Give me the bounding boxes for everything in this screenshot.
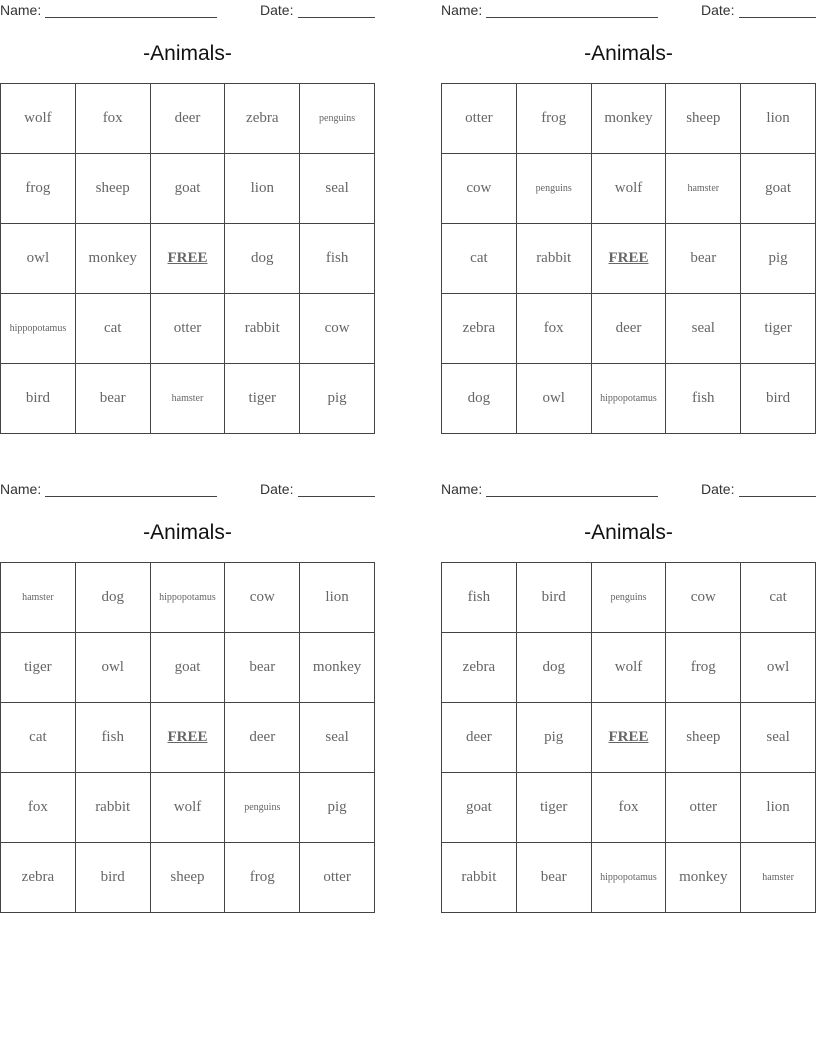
- bingo-row: [442, 154, 816, 224]
- date-label: Date:: [260, 2, 294, 18]
- bingo-row: [442, 294, 816, 364]
- bingo-cell[interactable]: pig: [741, 224, 816, 294]
- bingo-cell[interactable]: penguins: [225, 773, 300, 843]
- bingo-row: [1, 843, 375, 913]
- card-title: -Animals-: [584, 521, 673, 544]
- date-label: Date:: [701, 2, 735, 18]
- bingo-cell[interactable]: wolf: [591, 633, 666, 703]
- bingo-cell[interactable]: frog: [516, 84, 591, 154]
- name-blank-line[interactable]: [486, 496, 658, 497]
- bingo-cell[interactable]: hippopotamus: [591, 843, 666, 913]
- bingo-cell[interactable]: cat: [75, 294, 150, 364]
- bingo-cell[interactable]: frog: [1, 154, 76, 224]
- name-blank-line[interactable]: [45, 496, 217, 497]
- bingo-cell[interactable]: owl: [516, 364, 591, 434]
- card-title: -Animals-: [143, 521, 232, 544]
- bingo-cell[interactable]: rabbit: [442, 843, 517, 913]
- bingo-card-3: [0, 479, 375, 919]
- bingo-cell[interactable]: cow: [225, 563, 300, 633]
- bingo-cell[interactable]: owl: [741, 633, 816, 703]
- bingo-row: [442, 563, 816, 633]
- bingo-row: [1, 294, 375, 364]
- bingo-cell[interactable]: cat: [741, 563, 816, 633]
- bingo-cell[interactable]: frog: [225, 843, 300, 913]
- bingo-cell[interactable]: goat: [150, 633, 225, 703]
- bingo-row: [1, 224, 375, 294]
- bingo-row: [442, 703, 816, 773]
- free-space[interactable]: FREE: [150, 703, 225, 773]
- bingo-cell[interactable]: wolf: [150, 773, 225, 843]
- bingo-cell[interactable]: wolf: [591, 154, 666, 224]
- bingo-cell[interactable]: deer: [442, 703, 517, 773]
- name-blank-line[interactable]: [45, 17, 217, 18]
- bingo-cell[interactable]: zebra: [225, 84, 300, 154]
- bingo-cell[interactable]: owl: [75, 633, 150, 703]
- bingo-cell[interactable]: sheep: [75, 154, 150, 224]
- bingo-cell[interactable]: owl: [1, 224, 76, 294]
- date-blank-line[interactable]: [739, 17, 816, 18]
- bingo-grid: [441, 83, 816, 434]
- bingo-cell[interactable]: seal: [666, 294, 741, 364]
- name-label: Name:: [0, 2, 42, 18]
- bingo-cell[interactable]: cow: [300, 294, 375, 364]
- bingo-cell[interactable]: lion: [741, 84, 816, 154]
- bingo-cell[interactable]: tiger: [225, 364, 300, 434]
- bingo-cell[interactable]: sheep: [666, 703, 741, 773]
- bingo-cell[interactable]: hamster: [741, 843, 816, 913]
- bingo-row: [442, 84, 816, 154]
- name-label: Name:: [0, 481, 42, 497]
- date-blank-line[interactable]: [298, 17, 375, 18]
- bingo-cell[interactable]: monkey: [591, 84, 666, 154]
- bingo-cell[interactable]: bear: [666, 224, 741, 294]
- bingo-cell[interactable]: seal: [300, 703, 375, 773]
- name-date-header: [441, 2, 816, 20]
- bingo-cell[interactable]: fox: [516, 294, 591, 364]
- bingo-cell[interactable]: fish: [300, 224, 375, 294]
- bingo-grid: [441, 562, 816, 913]
- bingo-cell[interactable]: dog: [225, 224, 300, 294]
- free-space[interactable]: FREE: [591, 703, 666, 773]
- bingo-row: [442, 773, 816, 843]
- bingo-cell[interactable]: frog: [666, 633, 741, 703]
- bingo-cell[interactable]: otter: [442, 84, 517, 154]
- bingo-cell[interactable]: zebra: [1, 843, 76, 913]
- bingo-cell[interactable]: cat: [1, 703, 76, 773]
- bingo-cell[interactable]: cow: [442, 154, 517, 224]
- bingo-cell[interactable]: bird: [741, 364, 816, 434]
- bingo-cell[interactable]: otter: [300, 843, 375, 913]
- name-date-header: [0, 481, 375, 499]
- name-label: Name:: [441, 481, 483, 497]
- bingo-cell[interactable]: seal: [300, 154, 375, 224]
- bingo-cell[interactable]: goat: [442, 773, 517, 843]
- bingo-row: [1, 563, 375, 633]
- bingo-cell[interactable]: tiger: [1, 633, 76, 703]
- bingo-row: [442, 224, 816, 294]
- bingo-cell[interactable]: bird: [1, 364, 76, 434]
- bingo-cell[interactable]: bear: [225, 633, 300, 703]
- bingo-cell[interactable]: lion: [741, 773, 816, 843]
- bingo-cell[interactable]: monkey: [300, 633, 375, 703]
- bingo-row: [1, 773, 375, 843]
- bingo-cell[interactable]: tiger: [516, 773, 591, 843]
- name-date-header: [441, 481, 816, 499]
- bingo-cell[interactable]: bird: [516, 563, 591, 633]
- bingo-cell[interactable]: zebra: [442, 294, 517, 364]
- bingo-cell[interactable]: rabbit: [225, 294, 300, 364]
- bingo-cell[interactable]: hippopotamus: [1, 294, 76, 364]
- bingo-card-4: [441, 479, 816, 919]
- bingo-cell[interactable]: goat: [150, 154, 225, 224]
- bingo-cell[interactable]: pig: [516, 703, 591, 773]
- bingo-row: [442, 843, 816, 913]
- bingo-row: [1, 364, 375, 434]
- bingo-cell[interactable]: deer: [591, 294, 666, 364]
- bingo-cell[interactable]: hamster: [1, 563, 76, 633]
- bingo-grid: [0, 562, 375, 913]
- bingo-cell[interactable]: otter: [150, 294, 225, 364]
- bingo-cell[interactable]: dog: [442, 364, 517, 434]
- bingo-cell[interactable]: lion: [225, 154, 300, 224]
- bingo-grid: [0, 83, 375, 434]
- bingo-cell[interactable]: fish: [666, 364, 741, 434]
- name-date-header: [0, 2, 375, 20]
- bingo-cell[interactable]: hippopotamus: [591, 364, 666, 434]
- bingo-cell[interactable]: penguins: [516, 154, 591, 224]
- bingo-cell[interactable]: penguins: [591, 563, 666, 633]
- bingo-cell[interactable]: fox: [591, 773, 666, 843]
- bingo-cell[interactable]: pig: [300, 364, 375, 434]
- bingo-cell[interactable]: deer: [225, 703, 300, 773]
- date-label: Date:: [701, 481, 735, 497]
- bingo-row: [442, 364, 816, 434]
- bingo-cell[interactable]: dog: [516, 633, 591, 703]
- free-space[interactable]: FREE: [591, 224, 666, 294]
- bingo-row: [442, 633, 816, 703]
- date-label: Date:: [260, 481, 294, 497]
- bingo-cell[interactable]: rabbit: [75, 773, 150, 843]
- bingo-cell[interactable]: monkey: [666, 843, 741, 913]
- bingo-cell[interactable]: cat: [442, 224, 517, 294]
- bingo-cell[interactable]: dog: [75, 563, 150, 633]
- bingo-card-2: [441, 0, 816, 440]
- bingo-cell[interactable]: fox: [75, 84, 150, 154]
- bingo-cell[interactable]: pig: [300, 773, 375, 843]
- bingo-cell[interactable]: cow: [666, 563, 741, 633]
- free-space[interactable]: FREE: [150, 224, 225, 294]
- bingo-cell[interactable]: rabbit: [516, 224, 591, 294]
- bingo-cell[interactable]: zebra: [442, 633, 517, 703]
- name-label: Name:: [441, 2, 483, 18]
- bingo-cell[interactable]: bear: [516, 843, 591, 913]
- bingo-cell[interactable]: goat: [741, 154, 816, 224]
- bingo-cell[interactable]: tiger: [741, 294, 816, 364]
- bingo-cell[interactable]: hamster: [666, 154, 741, 224]
- bingo-row: [1, 84, 375, 154]
- date-blank-line[interactable]: [298, 496, 375, 497]
- card-title: -Animals-: [143, 42, 232, 65]
- bingo-cell[interactable]: monkey: [75, 224, 150, 294]
- bingo-cell[interactable]: hippopotamus: [150, 563, 225, 633]
- bingo-cell[interactable]: fish: [442, 563, 517, 633]
- bingo-cell[interactable]: otter: [666, 773, 741, 843]
- bingo-cell[interactable]: bird: [75, 843, 150, 913]
- bingo-cell[interactable]: fox: [1, 773, 76, 843]
- bingo-card-1: [0, 0, 375, 440]
- bingo-cell[interactable]: deer: [150, 84, 225, 154]
- bingo-cell[interactable]: seal: [741, 703, 816, 773]
- bingo-row: [1, 154, 375, 224]
- bingo-row: [1, 703, 375, 773]
- date-blank-line[interactable]: [739, 496, 816, 497]
- card-title: -Animals-: [584, 42, 673, 65]
- bingo-cell[interactable]: bear: [75, 364, 150, 434]
- bingo-cell[interactable]: penguins: [300, 84, 375, 154]
- bingo-cell[interactable]: hamster: [150, 364, 225, 434]
- name-blank-line[interactable]: [486, 17, 658, 18]
- bingo-cell[interactable]: sheep: [150, 843, 225, 913]
- bingo-row: [1, 633, 375, 703]
- bingo-cell[interactable]: sheep: [666, 84, 741, 154]
- bingo-cell[interactable]: fish: [75, 703, 150, 773]
- bingo-cell[interactable]: wolf: [1, 84, 76, 154]
- bingo-cell[interactable]: lion: [300, 563, 375, 633]
